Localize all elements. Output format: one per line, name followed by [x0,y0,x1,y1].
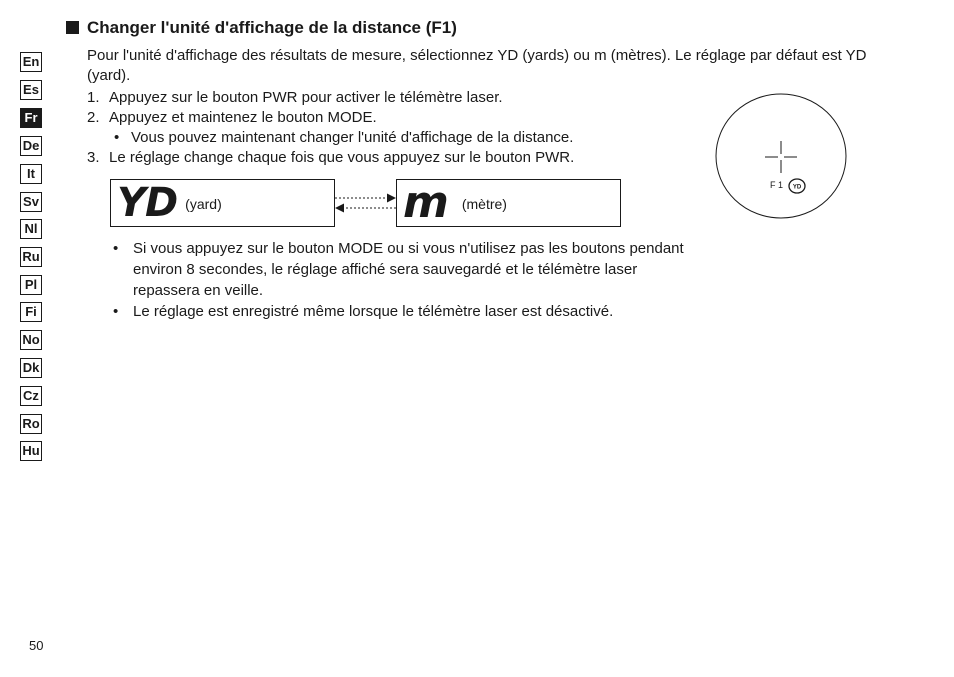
bullet-icon: • [113,303,119,320]
step-number: 2. [87,109,100,126]
step-number: 1. [87,89,100,106]
language-tab-pl[interactable]: Pl [20,275,42,295]
note-item [113,238,693,301]
step-list [87,88,574,168]
language-tab-en[interactable]: En [20,52,42,72]
bullet-text: Vous pouvez maintenant changer l'unité d'affichage de la distance. [131,129,574,146]
language-tab-dk[interactable]: Dk [20,358,42,378]
heading-text: Changer l'unité d'affichage de la distance (F1) [87,18,457,37]
step-2-bullet [87,128,574,148]
language-tab-no[interactable]: No [20,330,42,350]
language-tab-hu[interactable]: Hu [20,441,42,461]
viewfinder-illustration [714,92,848,220]
note-item [113,301,693,322]
meter-symbol: m [403,177,448,228]
language-tab-cz[interactable]: Cz [20,386,42,406]
yard-symbol: YD [117,180,178,226]
section-heading [66,18,457,38]
yard-label: (yard) [185,196,222,212]
notes-list [113,238,693,322]
language-tab-fi[interactable]: Fi [20,302,42,322]
yard-display-box [110,179,335,227]
step-text: Appuyez sur le bouton PWR pour activer le télémètre laser. [109,89,503,106]
bullet-icon: • [113,240,119,257]
step-text: Appuyez et maintenez le bouton MODE. [109,109,377,126]
step-text: Le réglage change chaque fois que vous appuyez sur le bouton PWR. [109,149,575,166]
language-tab-fr[interactable]: Fr [20,108,42,128]
language-tab-es[interactable]: Es [20,80,42,100]
note-text: Le réglage est enregistré même lorsque le télémètre laser est désactivé. [133,303,614,320]
language-tab-sv[interactable]: Sv [20,192,42,212]
language-tab-ru[interactable]: Ru [20,247,42,267]
bullet-icon: • [114,129,120,146]
language-tab-ro[interactable]: Ro [20,414,42,434]
meter-label: (mètre) [461,196,507,212]
meter-display-box [396,179,621,227]
mode-indicator: F 1 [770,180,784,190]
unit-badge: YD [792,184,802,191]
step-2 [87,108,574,128]
toggle-arrows-icon [334,190,398,216]
page-number: 50 [29,638,44,653]
language-tab-de[interactable]: De [20,136,42,156]
intro-paragraph: Pour l'unité d'affichage des résultats de mesure, sélectionnez YD (yards) ou m (mètres). Le réglage par défaut est YD (yard). [87,47,867,84]
step-number: 3. [87,149,100,166]
language-tab-nl[interactable]: Nl [20,219,42,239]
step-1 [87,88,574,108]
note-text: Si vous appuyez sur le bouton MODE ou si vous n'utilisez pas les boutons pendant environ 8 secondes, le réglage affiché sera sauvegardé et le télémètre laser repassera en veille. [133,240,684,299]
step-3 [87,148,574,168]
language-tab-it[interactable]: It [20,164,42,184]
heading-square-icon [66,21,79,34]
